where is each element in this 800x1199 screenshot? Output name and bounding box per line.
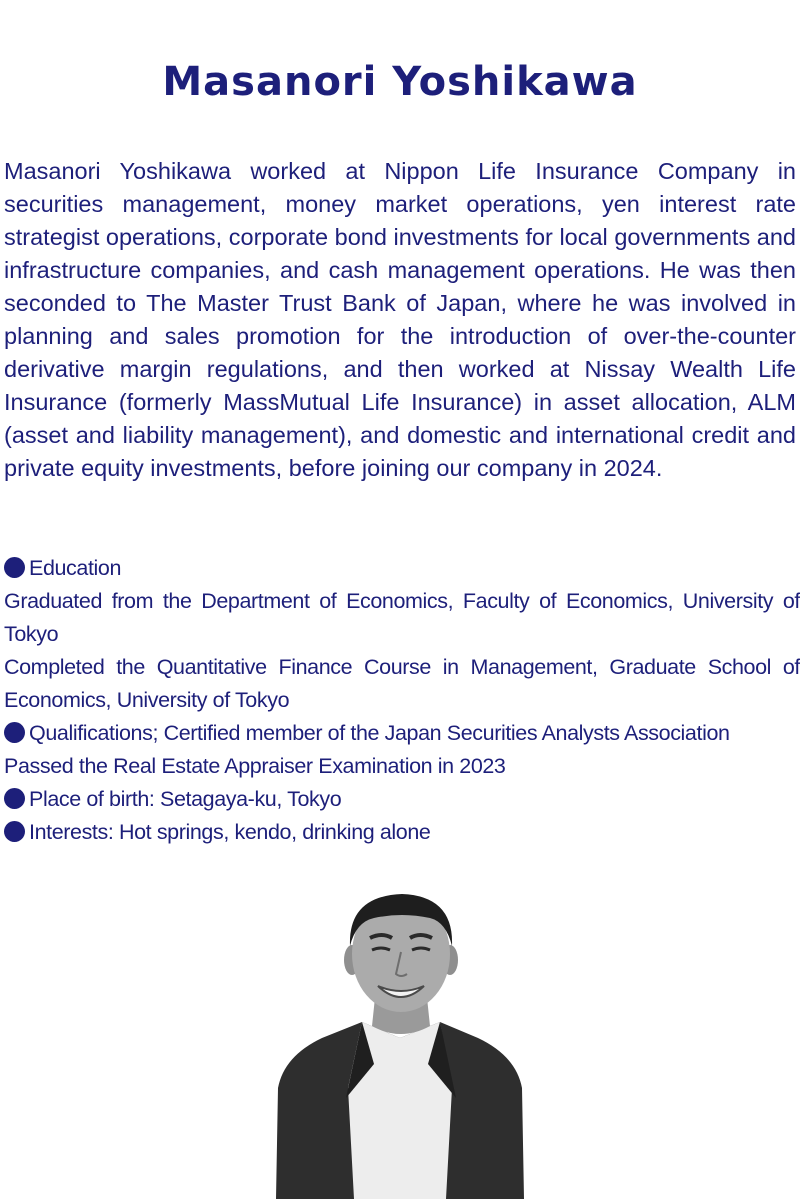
bullet-icon [4, 722, 25, 743]
profile-details [4, 552, 800, 849]
portrait-photo [270, 888, 530, 1199]
interests-row [4, 816, 800, 849]
bullet-icon [4, 821, 25, 842]
interests-text: Interests: Hot springs, kendo, drinking alone [29, 820, 431, 844]
education-heading: Education [29, 556, 122, 580]
page-title: Masanori Yoshikawa [162, 59, 638, 105]
qualifications-item-2: Passed the Real Estate Appraiser Examination in 2023 [4, 754, 506, 778]
qualifications-text: Qualifications; Certified member of the Japan Securities Analysts Association [29, 721, 730, 745]
education-item-2: Completed the Quantitative Finance Course in Management, Graduate School of Economics, University of Tokyo [4, 655, 800, 712]
birthplace-row [4, 783, 800, 816]
birthplace-text: Place of birth: Setagaya-ku, Tokyo [29, 787, 342, 811]
qualifications-row [4, 717, 800, 750]
education-item-1: Graduated from the Department of Economics, Faculty of Economics, University of Tokyo [4, 589, 800, 646]
biography-paragraph: Masanori Yoshikawa worked at Nippon Life Insurance Company in securities management, money market operations, yen interest rate strategist operations, corporate bond investments for local governments and infrastructure companies, and cash management operations. He was then seconded to The Master Trust Bank of Japan, where he was involved in planning and sales promotion for the introduction of over-the-counter derivative margin regulations, and then worked at Nissay Wealth Life Insurance (formerly MassMutual Life Insurance) in asset allocation, ALM (asset and liability management), and domestic and international credit and private equity investments, before joining our company in 2024. [4, 158, 796, 481]
bullet-icon [4, 788, 25, 809]
education-heading-row [4, 552, 800, 585]
bullet-icon [4, 557, 25, 578]
